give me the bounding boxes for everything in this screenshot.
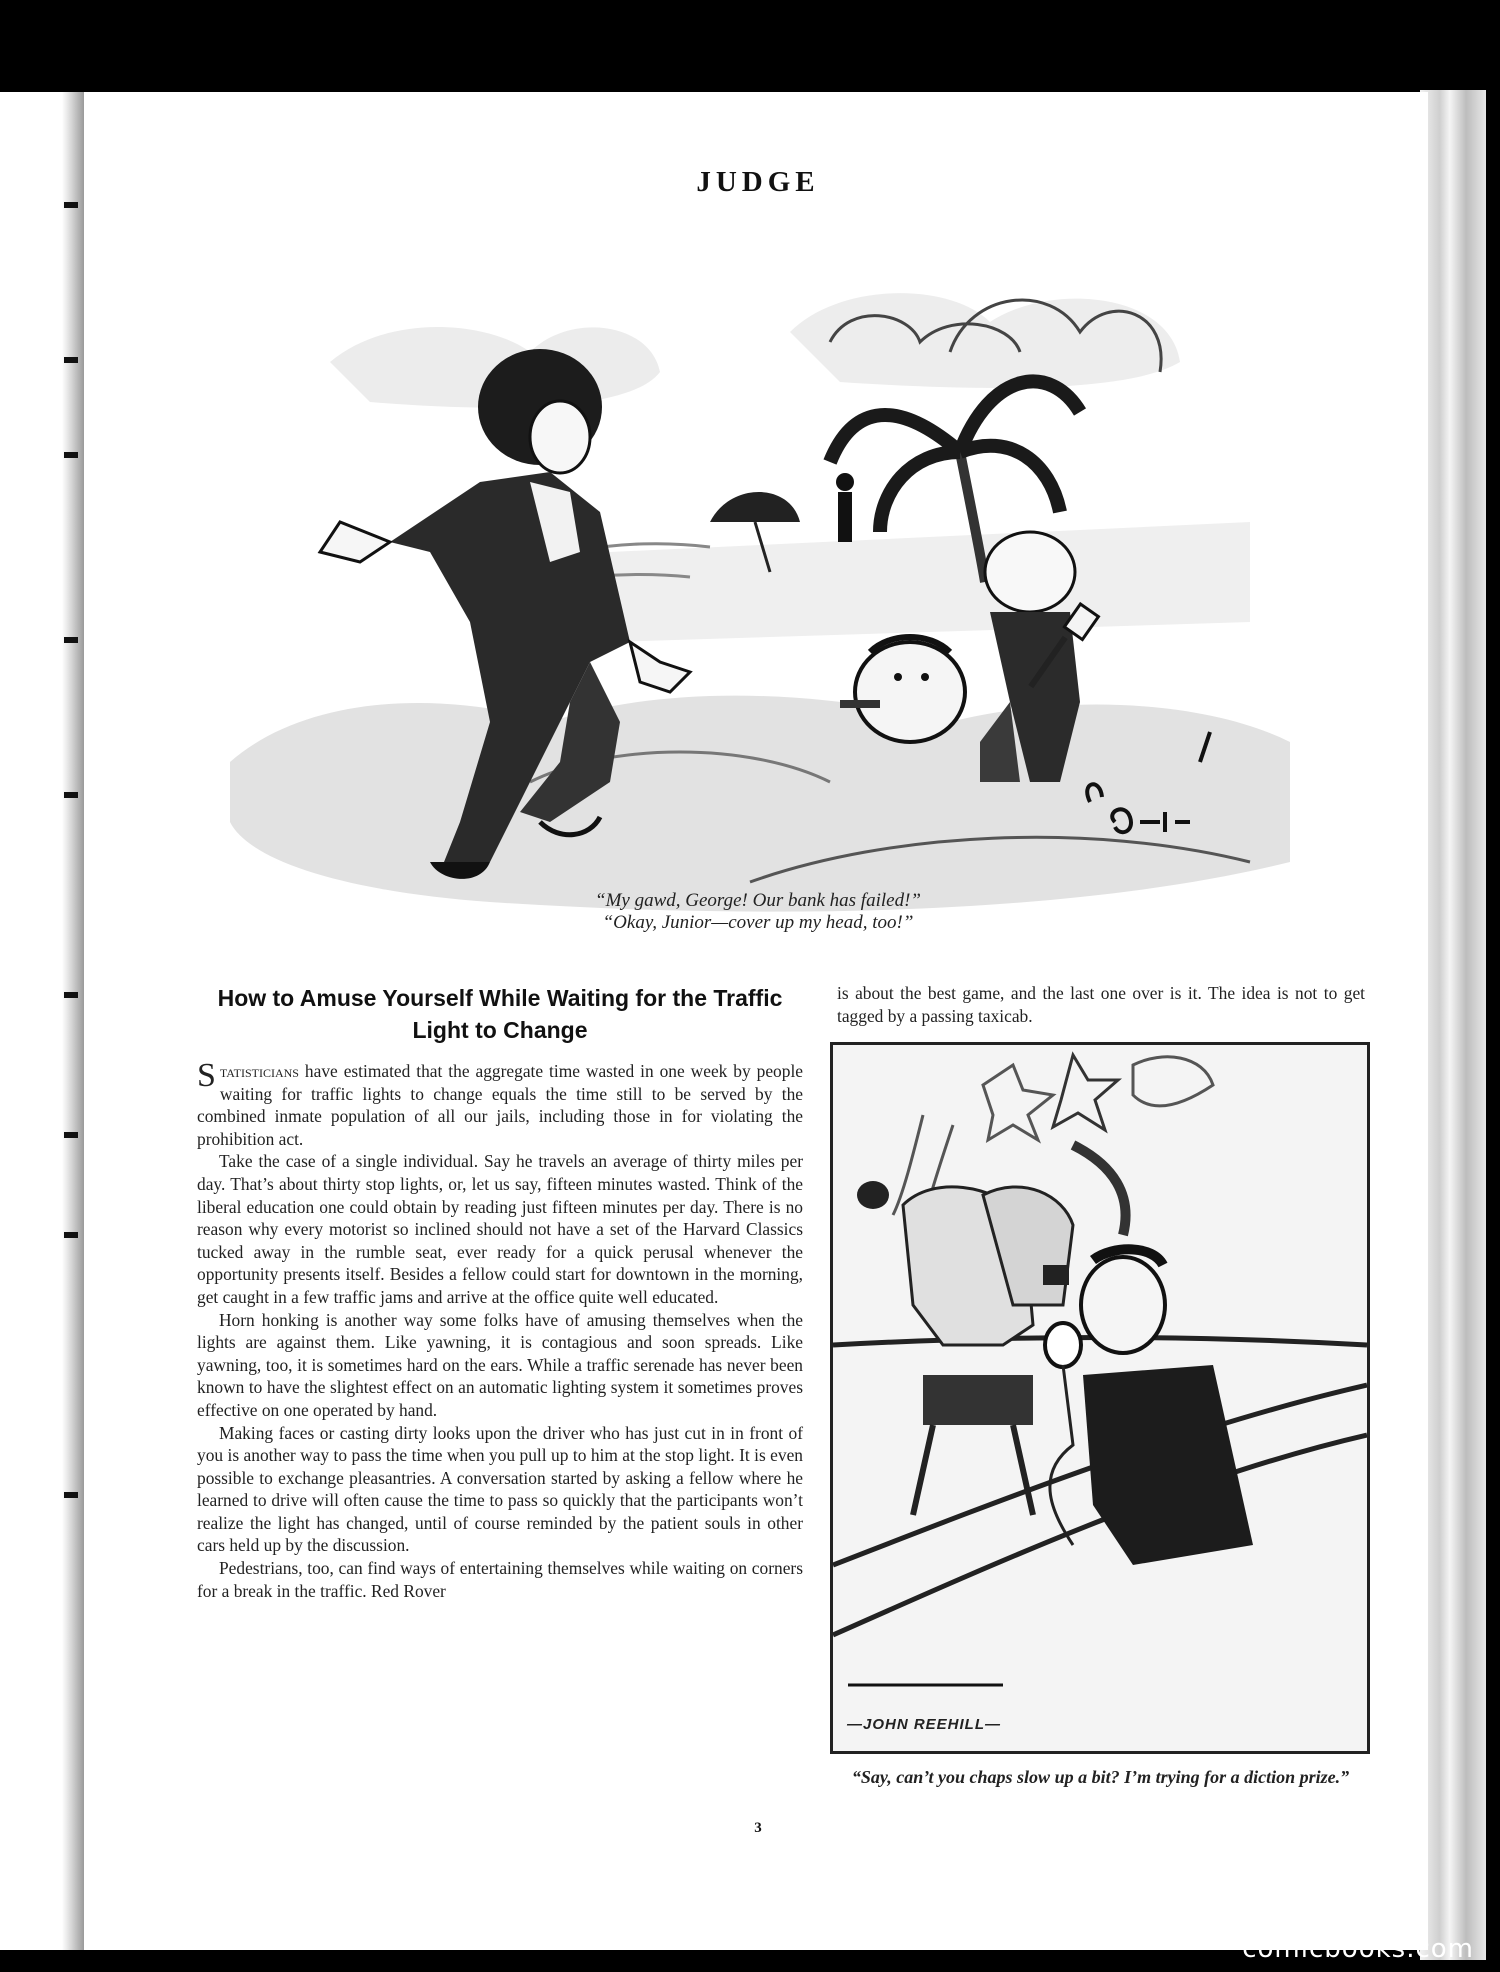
binding-stitch [64,357,78,363]
boxing-cartoon-illustration [833,1045,1367,1751]
page-number: 3 [754,1820,762,1836]
artist-signature-text: —JOHN REEHILL— [847,1716,1002,1733]
boxing-cartoon-frame [830,1042,1370,1754]
binding-stitch [64,792,78,798]
cartoon-caption [478,890,1038,934]
article-body [197,1057,803,1602]
article-paragraph: Making faces or casting dirty looks upon the driver who has just cut in in front of you is another way to pass the time when you pull up to him at the stop light. It is even possible to exchange pleasantries. A conversation started by asking a fellow where he learned to drive will often cause the time to pass so quickly that the participants won’t realize the light has changed, until of course reminded by the patient souls in other cars held up by the discussion. [197,1422,803,1556]
article-paragraph [197,1057,803,1150]
binding-stitch [64,1132,78,1138]
binding-stitch [64,992,78,998]
article-paragraph: Take the case of a single individual. Say he travels an average of thirty miles per day. That’s about thirty stop lights, or, let us say, fifteen minutes wasted. Think of the liberal education one could obtain by reading just fifteen minutes per day. There is no reason why every motorist so inclined should not have a set of the Harvard Classics tucked away in the rumble seat, ever ready for a quick perusal whenever the opportunity presents itself. Besides a fellow could start for downtown in the morning, get caught in a few traffic jams and arrive at the office quite well educated. [197,1151,803,1307]
paragraph-text: have estimated that the aggregate time wasted in one week by people waiting for traffic lights to change equals the time still to be served by the combined inmate population of all our jails, including those in for violating the prohibition act. [197,1061,803,1149]
magazine-page [88,92,1428,1950]
caption-line: “Okay, Junior—cover up my head, too!” [602,912,914,933]
article-paragraph: Pedestrians, too, can find ways of entertaining themselves while waiting on corners for a break in the traffic. Red Rover [197,1558,803,1601]
binding-stitch [64,1232,78,1238]
binding-stitch [64,452,78,458]
cartoon-caption: “Say, can’t you chaps slow up a bit? I’m trying for a diction prize.” [851,1767,1350,1787]
binding-stitch [64,637,78,643]
watermark: comicbooks.com [1242,1934,1474,1964]
previous-page-edge [0,92,92,1950]
lead-word: tatisticians [219,1061,299,1081]
article-headline: How to Amuse Yourself While Waiting for the Traffic Light to Change [217,985,783,1043]
binding-shadow [62,92,84,1950]
article-paragraph: Horn honking is another way some folks have of amusing themselves when the lights are against them. Like yawning, it is contagious and soon spreads. Like yawning, too, it is sometimes hard on the ears. While a traffic serenade has never been known to have the slightest effect on an automatic lighting system it sometimes proves effective on one operated by hand. [197,1309,803,1420]
binding-stitch [64,202,78,208]
caption-line: “My gawd, George! Our bank has failed!” [595,890,921,911]
article-continuation: is about the best game, and the last one over is it. The idea is not to get tagged by a passing taxicab. [837,983,1365,1026]
magazine-title: JUDGE [696,166,820,198]
page-stack-edge [1420,90,1486,1960]
article-column-left [197,982,803,1602]
drop-cap: S [197,1057,216,1094]
binding-stitch [64,1492,78,1498]
beach-cartoon-illustration [190,222,1310,972]
